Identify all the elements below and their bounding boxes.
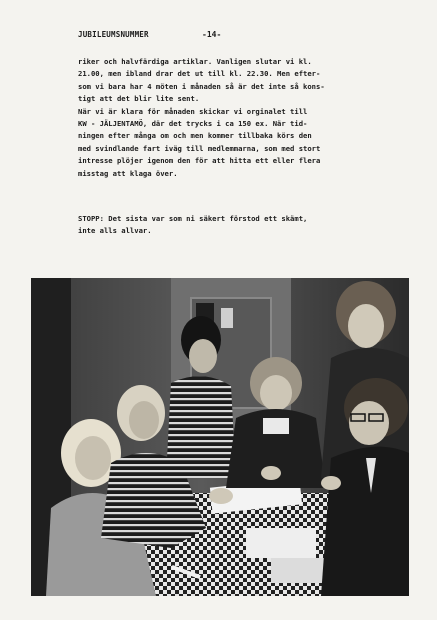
group-photo-illustration (31, 278, 409, 596)
header-title: JUBILEUMSNUMMER (78, 30, 149, 39)
text-line: med svindlande fart iväg till medlemmarna, som med stort (78, 143, 321, 153)
text-line: riker och halvfärdiga artiklar. Vanligen slutar vi kl. (78, 57, 312, 66)
text-line: KW - JÄLJENTAMÖ, där det trycks i ca 150 ex. När tid- (78, 119, 308, 129)
group-photo (31, 278, 409, 596)
text-line: 21.00, men ibland drar det ut till kl. 22.30. Men efter- (78, 69, 321, 79)
text-line: tigt att det blir lite sent. (78, 94, 200, 104)
page-number: -14- (202, 30, 222, 39)
text-line: misstag att klaga över. (78, 168, 178, 178)
text-line: som vi bara har 4 möten i månaden så är det inte så kons- (78, 81, 325, 91)
paragraph-meeting-routine (78, 56, 325, 180)
paragraph-stopp-note (78, 213, 307, 238)
text-line: När vi är klara för månaden skickar vi orginalet till (78, 106, 308, 116)
text-line: intresse plöjer igenom den för att hitta ett eller flera (78, 156, 321, 166)
text-line: STOPP: Det sista var som ni säkert förstod ett skämt, (78, 214, 308, 223)
text-line: ningen efter många om och men kommer tillbaka körs den (78, 131, 312, 141)
text-line: inte alls allvar. (78, 226, 152, 236)
